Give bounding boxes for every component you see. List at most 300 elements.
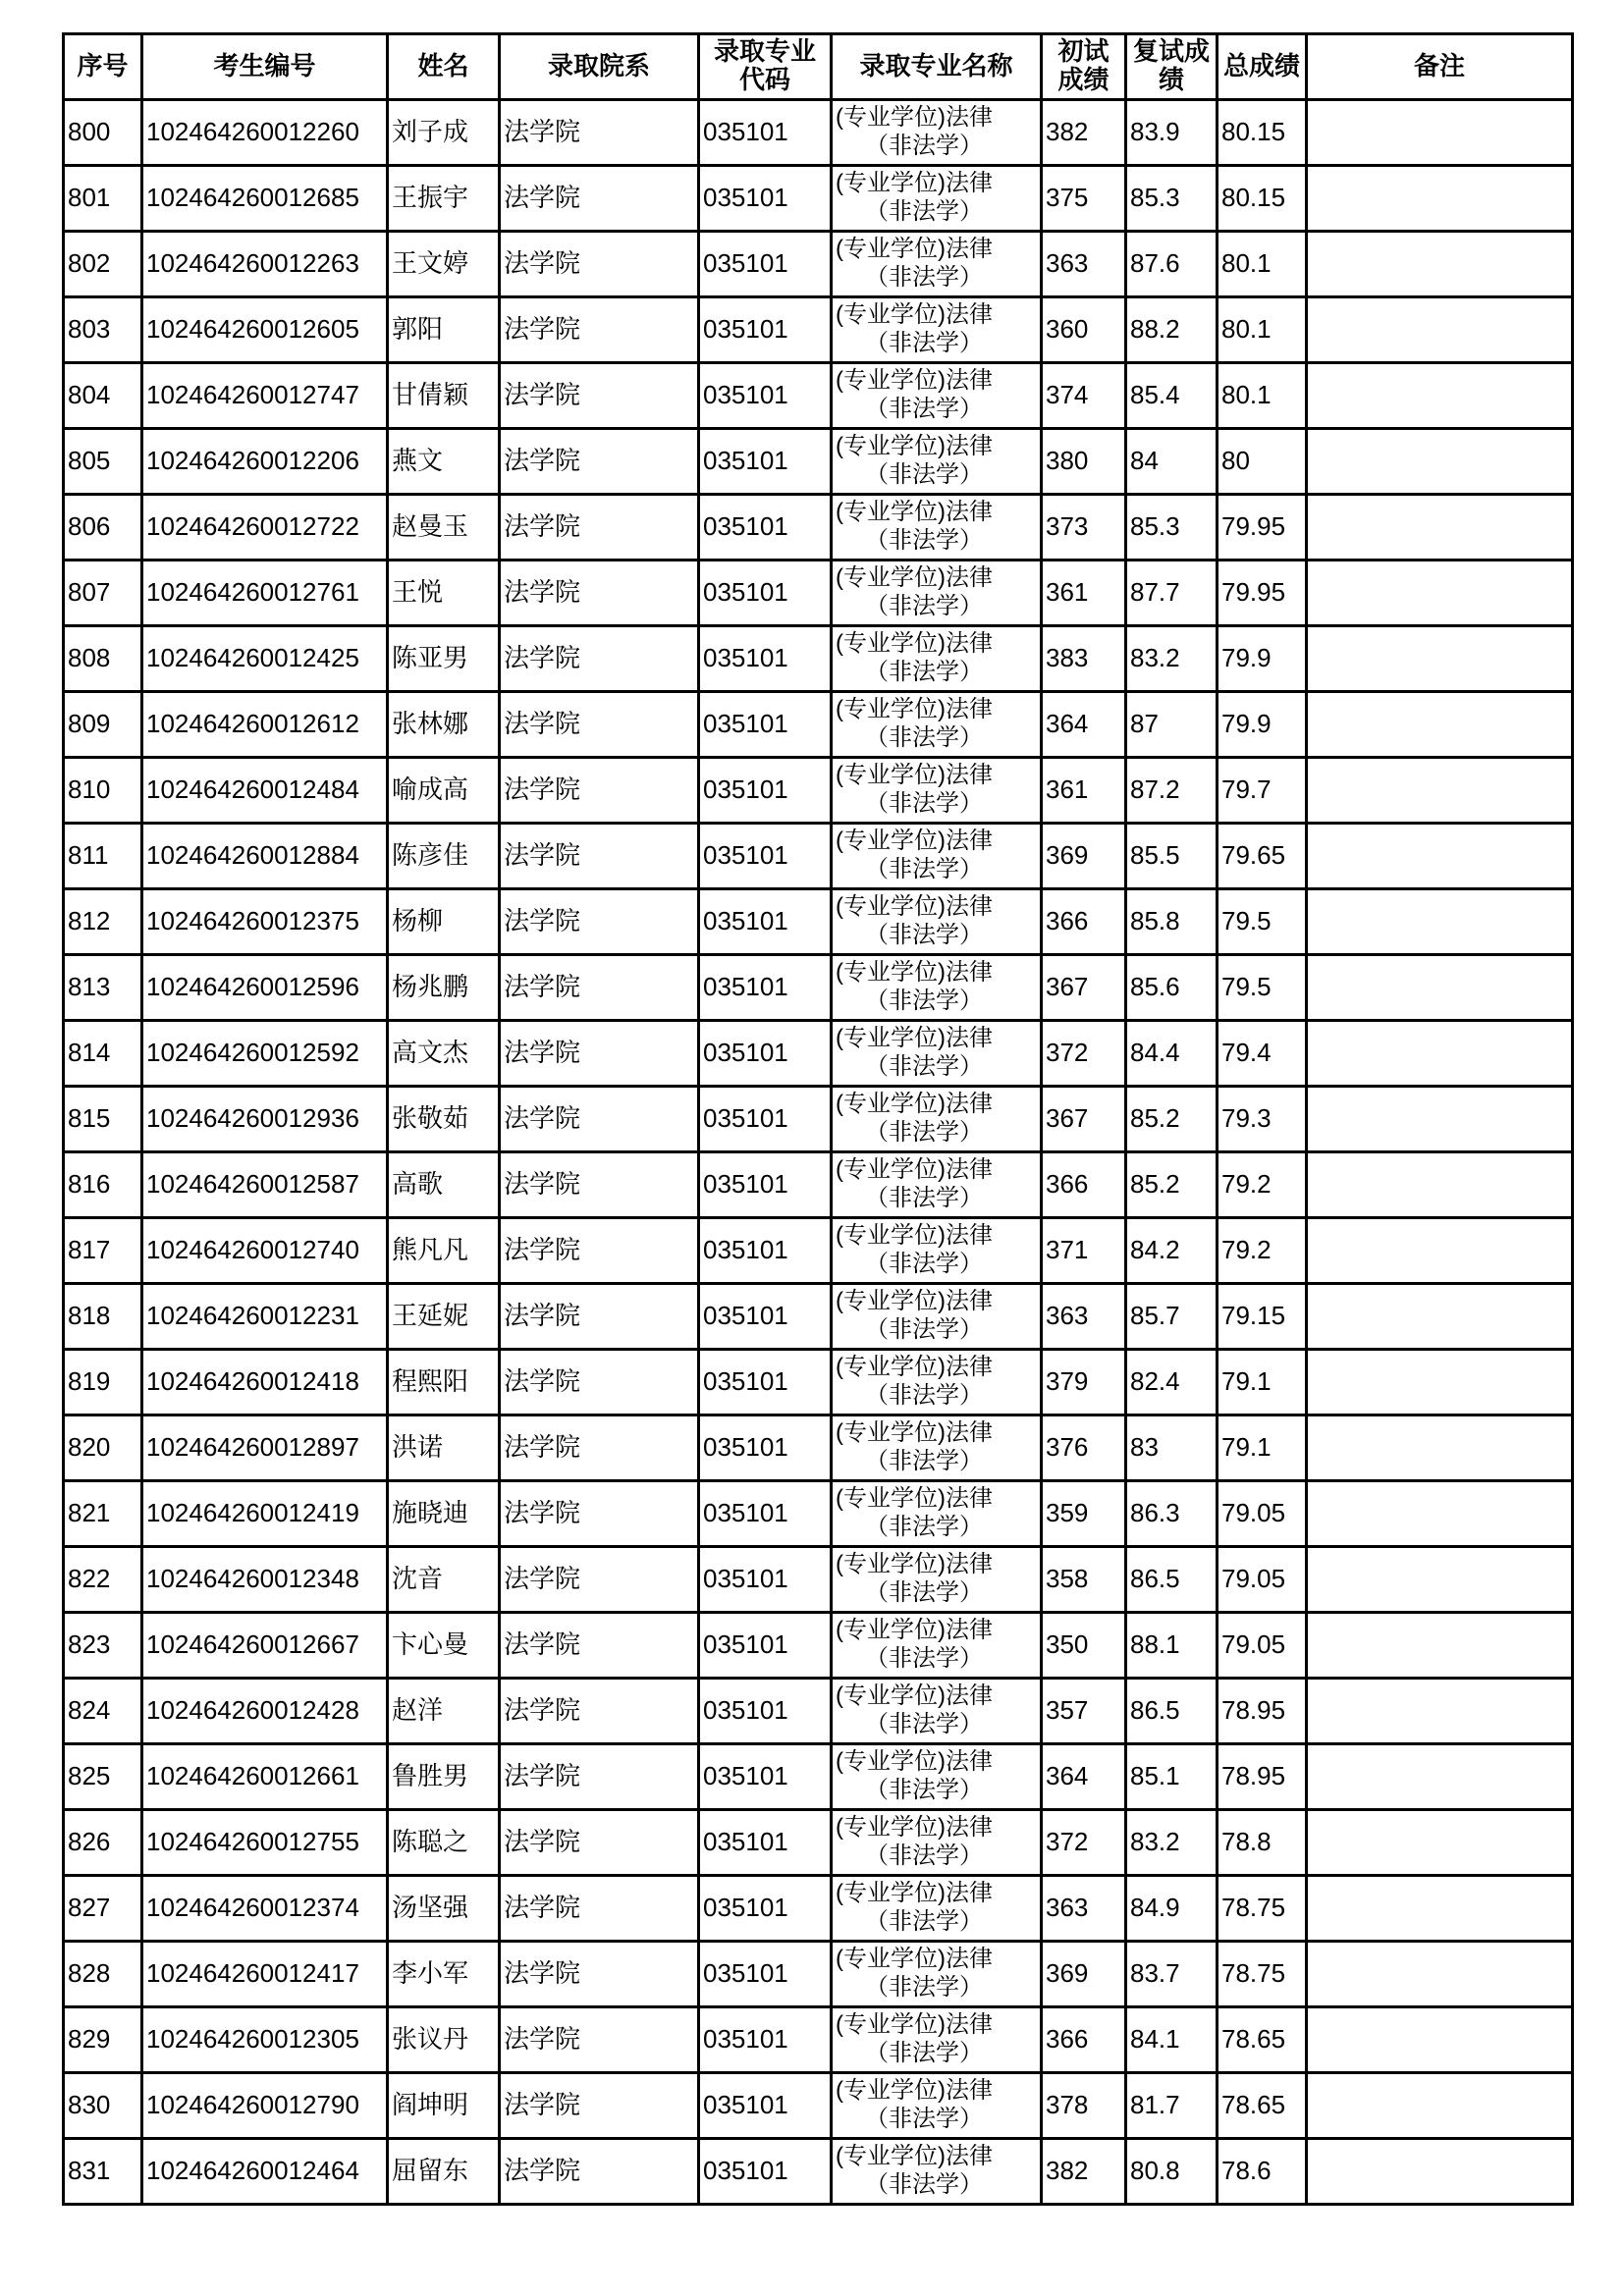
cell-department: 法学院: [500, 1679, 699, 1744]
cell-major-code: 035101: [699, 363, 832, 429]
table-row: [64, 2007, 1573, 2073]
major-name-line2: （非法学）: [865, 1185, 983, 1211]
cell-name: 阎坤明: [388, 2073, 500, 2139]
cell-candidate-id: 102464260012612: [142, 692, 388, 758]
table-row: [64, 1415, 1573, 1481]
cell-prelim-score: 383: [1042, 626, 1126, 692]
cell-name: 陈彦佳: [388, 824, 500, 889]
header-seq: 序号: [64, 34, 142, 100]
table-row: [64, 1942, 1573, 2007]
cell-remarks: [1307, 1942, 1573, 2007]
cell-retest-score: 86.5: [1126, 1547, 1218, 1613]
table-row: [64, 1021, 1573, 1087]
cell-seq: 817: [64, 1218, 142, 1284]
cell-candidate-id: 102464260012231: [142, 1284, 388, 1350]
cell-remarks: [1307, 297, 1573, 363]
cell-remarks: [1307, 1415, 1573, 1481]
cell-department: 法学院: [500, 232, 699, 297]
major-name-line2: （非法学）: [865, 593, 983, 619]
cell-department: 法学院: [500, 429, 699, 495]
cell-department: 法学院: [500, 100, 699, 166]
cell-retest-score: 87.7: [1126, 561, 1218, 626]
cell-total-score: 78.75: [1218, 1942, 1307, 2007]
cell-remarks: [1307, 429, 1573, 495]
cell-major-name: [832, 626, 1042, 692]
cell-retest-score: 80.8: [1126, 2139, 1218, 2205]
cell-remarks: [1307, 232, 1573, 297]
cell-department: 法学院: [500, 1021, 699, 1087]
cell-prelim-score: 359: [1042, 1481, 1126, 1547]
cell-major-name: [832, 2007, 1042, 2073]
cell-total-score: 79.95: [1218, 495, 1307, 561]
table-row: [64, 758, 1573, 824]
cell-prelim-score: 361: [1042, 561, 1126, 626]
cell-department: 法学院: [500, 1152, 699, 1218]
header-department: 录取院系: [500, 34, 699, 100]
major-name-line2: （非法学）: [865, 133, 983, 159]
cell-candidate-id: 102464260012263: [142, 232, 388, 297]
cell-name: 施晓迪: [388, 1481, 500, 1547]
major-name-line1: (专业学位)法律: [836, 828, 993, 855]
cell-retest-score: 84.1: [1126, 2007, 1218, 2073]
cell-prelim-score: 366: [1042, 2007, 1126, 2073]
cell-seq: 803: [64, 297, 142, 363]
cell-seq: 823: [64, 1613, 142, 1679]
major-name-line2: （非法学）: [865, 1119, 983, 1146]
cell-major-code: 035101: [699, 1021, 832, 1087]
cell-remarks: [1307, 1021, 1573, 1087]
major-name-line1: (专业学位)法律: [836, 564, 993, 592]
cell-candidate-id: 102464260012747: [142, 363, 388, 429]
major-name-line1: (专业学位)法律: [836, 236, 993, 263]
cell-name: 杨兆鹏: [388, 955, 500, 1021]
cell-seq: 815: [64, 1087, 142, 1152]
cell-major-code: 035101: [699, 1284, 832, 1350]
cell-major-code: 035101: [699, 166, 832, 232]
table-row: [64, 495, 1573, 561]
cell-prelim-score: 375: [1042, 166, 1126, 232]
cell-total-score: 80.1: [1218, 363, 1307, 429]
cell-candidate-id: 102464260012755: [142, 1810, 388, 1876]
cell-seq: 828: [64, 1942, 142, 2007]
cell-candidate-id: 102464260012206: [142, 429, 388, 495]
cell-candidate-id: 102464260012740: [142, 1218, 388, 1284]
cell-major-name: [832, 1810, 1042, 1876]
cell-retest-score: 88.2: [1126, 297, 1218, 363]
cell-seq: 824: [64, 1679, 142, 1744]
major-name-line1: (专业学位)法律: [836, 1946, 993, 1973]
cell-name: 李小军: [388, 1942, 500, 2007]
cell-prelim-score: 378: [1042, 2073, 1126, 2139]
cell-major-name: [832, 232, 1042, 297]
major-name-line2: （非法学）: [865, 330, 983, 356]
cell-major-name: [832, 1613, 1042, 1679]
cell-major-code: 035101: [699, 1679, 832, 1744]
table-row: [64, 824, 1573, 889]
cell-prelim-score: 361: [1042, 758, 1126, 824]
cell-major-name: [832, 758, 1042, 824]
table-row: [64, 1152, 1573, 1218]
cell-name: 程熙阳: [388, 1350, 500, 1415]
table-row: [64, 232, 1573, 297]
cell-department: 法学院: [500, 166, 699, 232]
cell-name: 王振宇: [388, 166, 500, 232]
table-row: [64, 1481, 1573, 1547]
cell-major-code: 035101: [699, 1350, 832, 1415]
cell-retest-score: 88.1: [1126, 1613, 1218, 1679]
cell-department: 法学院: [500, 1613, 699, 1679]
table-row: [64, 1679, 1573, 1744]
cell-retest-score: 85.2: [1126, 1087, 1218, 1152]
cell-prelim-score: 363: [1042, 1876, 1126, 1942]
cell-major-name: [832, 1415, 1042, 1481]
cell-remarks: [1307, 1810, 1573, 1876]
cell-total-score: 79.5: [1218, 955, 1307, 1021]
cell-retest-score: 83.7: [1126, 1942, 1218, 2007]
major-name-line2: （非法学）: [865, 527, 983, 554]
major-name-line2: （非法学）: [865, 1842, 983, 1869]
cell-department: 法学院: [500, 1876, 699, 1942]
cell-total-score: 79.1: [1218, 1415, 1307, 1481]
major-name-line2: （非法学）: [865, 2106, 983, 2132]
major-name-line1: (专业学位)法律: [836, 1814, 993, 1842]
major-name-line2: （非法学）: [865, 2171, 983, 2198]
cell-name: 张敬茹: [388, 1087, 500, 1152]
major-name-line1: (专业学位)法律: [836, 1419, 993, 1447]
cell-retest-score: 85.3: [1126, 166, 1218, 232]
major-name-line1: (专业学位)法律: [836, 1091, 993, 1118]
major-name-line2: （非法学）: [865, 461, 983, 488]
cell-seq: 829: [64, 2007, 142, 2073]
cell-major-code: 035101: [699, 692, 832, 758]
cell-major-name: [832, 1942, 1042, 2007]
cell-candidate-id: 102464260012661: [142, 1744, 388, 1810]
cell-remarks: [1307, 1547, 1573, 1613]
major-name-line1: (专业学位)法律: [836, 893, 993, 921]
table-row: [64, 1547, 1573, 1613]
cell-prelim-score: 360: [1042, 297, 1126, 363]
cell-candidate-id: 102464260012428: [142, 1679, 388, 1744]
cell-candidate-id: 102464260012419: [142, 1481, 388, 1547]
cell-total-score: 78.75: [1218, 1876, 1307, 1942]
cell-name: 刘子成: [388, 100, 500, 166]
cell-remarks: [1307, 2007, 1573, 2073]
cell-name: 鲁胜男: [388, 1744, 500, 1810]
cell-major-name: [832, 824, 1042, 889]
cell-retest-score: 84.2: [1126, 1218, 1218, 1284]
cell-seq: 822: [64, 1547, 142, 1613]
cell-name: 洪诺: [388, 1415, 500, 1481]
cell-remarks: [1307, 1613, 1573, 1679]
major-name-line1: (专业学位)法律: [836, 1551, 993, 1578]
cell-remarks: [1307, 100, 1573, 166]
cell-department: 法学院: [500, 561, 699, 626]
major-name-line2: （非法学）: [865, 396, 983, 422]
cell-name: 卞心曼: [388, 1613, 500, 1679]
cell-total-score: 79.05: [1218, 1547, 1307, 1613]
major-name-line1: (专业学位)法律: [836, 104, 993, 132]
major-name-line1: (专业学位)法律: [836, 1222, 993, 1250]
cell-major-code: 035101: [699, 297, 832, 363]
cell-prelim-score: 364: [1042, 1744, 1126, 1810]
table-row: [64, 692, 1573, 758]
table-row: [64, 1284, 1573, 1350]
cell-remarks: [1307, 1350, 1573, 1415]
cell-name: 屈留东: [388, 2139, 500, 2205]
cell-department: 法学院: [500, 758, 699, 824]
cell-candidate-id: 102464260012305: [142, 2007, 388, 2073]
cell-major-code: 035101: [699, 1087, 832, 1152]
cell-prelim-score: 379: [1042, 1350, 1126, 1415]
cell-major-code: 035101: [699, 626, 832, 692]
cell-name: 喻成高: [388, 758, 500, 824]
cell-major-name: [832, 100, 1042, 166]
cell-major-name: [832, 429, 1042, 495]
table-row: [64, 561, 1573, 626]
cell-prelim-score: 363: [1042, 1284, 1126, 1350]
cell-seq: 802: [64, 232, 142, 297]
cell-candidate-id: 102464260012375: [142, 889, 388, 955]
cell-candidate-id: 102464260012605: [142, 297, 388, 363]
cell-seq: 806: [64, 495, 142, 561]
cell-major-code: 035101: [699, 1613, 832, 1679]
cell-major-code: 035101: [699, 2073, 832, 2139]
cell-retest-score: 85.6: [1126, 955, 1218, 1021]
major-name-line1: (专业学位)法律: [836, 1025, 993, 1052]
major-name-line1: (专业学位)法律: [836, 367, 993, 395]
cell-retest-score: 83.9: [1126, 100, 1218, 166]
cell-candidate-id: 102464260012884: [142, 824, 388, 889]
cell-seq: 827: [64, 1876, 142, 1942]
table-row: [64, 100, 1573, 166]
major-name-line2: （非法学）: [865, 1777, 983, 1803]
cell-prelim-score: 369: [1042, 824, 1126, 889]
cell-name: 赵曼玉: [388, 495, 500, 561]
cell-major-name: [832, 1350, 1042, 1415]
major-name-line1: (专业学位)法律: [836, 170, 993, 197]
cell-retest-score: 87.6: [1126, 232, 1218, 297]
cell-candidate-id: 102464260012260: [142, 100, 388, 166]
cell-major-name: [832, 889, 1042, 955]
table-row: [64, 166, 1573, 232]
table-row: [64, 889, 1573, 955]
cell-candidate-id: 102464260012417: [142, 1942, 388, 2007]
major-name-line2: （非法学）: [865, 1908, 983, 1935]
cell-seq: 808: [64, 626, 142, 692]
cell-major-name: [832, 1481, 1042, 1547]
cell-retest-score: 85.4: [1126, 363, 1218, 429]
cell-remarks: [1307, 1876, 1573, 1942]
cell-total-score: 79.9: [1218, 626, 1307, 692]
cell-department: 法学院: [500, 626, 699, 692]
table-row: [64, 1810, 1573, 1876]
cell-department: 法学院: [500, 889, 699, 955]
cell-total-score: 79.3: [1218, 1087, 1307, 1152]
cell-remarks: [1307, 955, 1573, 1021]
major-name-line2: （非法学）: [865, 1711, 983, 1737]
cell-remarks: [1307, 495, 1573, 561]
cell-total-score: 80: [1218, 429, 1307, 495]
cell-major-name: [832, 2139, 1042, 2205]
cell-prelim-score: 369: [1042, 1942, 1126, 2007]
cell-retest-score: 85.1: [1126, 1744, 1218, 1810]
cell-retest-score: 85.7: [1126, 1284, 1218, 1350]
cell-name: 王文婷: [388, 232, 500, 297]
cell-total-score: 79.95: [1218, 561, 1307, 626]
cell-total-score: 78.65: [1218, 2007, 1307, 2073]
cell-department: 法学院: [500, 2139, 699, 2205]
cell-retest-score: 84.4: [1126, 1021, 1218, 1087]
major-name-line1: (专业学位)法律: [836, 1880, 993, 1907]
cell-remarks: [1307, 889, 1573, 955]
major-name-line2: （非法学）: [865, 1251, 983, 1277]
cell-retest-score: 85.2: [1126, 1152, 1218, 1218]
cell-candidate-id: 102464260012587: [142, 1152, 388, 1218]
cell-remarks: [1307, 363, 1573, 429]
cell-seq: 818: [64, 1284, 142, 1350]
cell-remarks: [1307, 1218, 1573, 1284]
table-row: [64, 955, 1573, 1021]
cell-name: 王悦: [388, 561, 500, 626]
cell-remarks: [1307, 1284, 1573, 1350]
major-name-line2: （非法学）: [865, 1448, 983, 1474]
cell-retest-score: 84.9: [1126, 1876, 1218, 1942]
cell-major-name: [832, 955, 1042, 1021]
major-name-line2: （非法学）: [865, 1382, 983, 1409]
cell-prelim-score: 373: [1042, 495, 1126, 561]
cell-seq: 810: [64, 758, 142, 824]
cell-remarks: [1307, 626, 1573, 692]
cell-total-score: 78.6: [1218, 2139, 1307, 2205]
major-name-line1: (专业学位)法律: [836, 301, 993, 329]
header-retest-score: 复试成绩: [1126, 34, 1218, 100]
cell-seq: 809: [64, 692, 142, 758]
major-name-line1: (专业学位)法律: [836, 1156, 993, 1184]
cell-total-score: 79.2: [1218, 1218, 1307, 1284]
cell-major-code: 035101: [699, 561, 832, 626]
major-name-line2: （非法学）: [865, 1053, 983, 1080]
cell-total-score: 80.1: [1218, 297, 1307, 363]
cell-major-code: 035101: [699, 824, 832, 889]
cell-prelim-score: 367: [1042, 1087, 1126, 1152]
cell-candidate-id: 102464260012374: [142, 1876, 388, 1942]
major-name-line1: (专业学位)法律: [836, 762, 993, 789]
cell-total-score: 79.2: [1218, 1152, 1307, 1218]
major-name-line2: （非法学）: [865, 1579, 983, 1606]
cell-seq: 816: [64, 1152, 142, 1218]
cell-major-name: [832, 1218, 1042, 1284]
cell-prelim-score: 371: [1042, 1218, 1126, 1284]
header-major-code: 录取专业代码: [699, 34, 832, 100]
header-prelim-score: 初试成绩: [1042, 34, 1126, 100]
cell-major-name: [832, 1876, 1042, 1942]
cell-remarks: [1307, 1744, 1573, 1810]
cell-retest-score: 85.8: [1126, 889, 1218, 955]
cell-prelim-score: 350: [1042, 1613, 1126, 1679]
cell-major-name: [832, 166, 1042, 232]
cell-prelim-score: 376: [1042, 1415, 1126, 1481]
cell-name: 杨柳: [388, 889, 500, 955]
cell-seq: 801: [64, 166, 142, 232]
cell-department: 法学院: [500, 824, 699, 889]
major-name-line1: (专业学位)法律: [836, 959, 993, 987]
table-row: [64, 2139, 1573, 2205]
cell-candidate-id: 102464260012592: [142, 1021, 388, 1087]
table-row: [64, 1218, 1573, 1284]
cell-major-name: [832, 1087, 1042, 1152]
table-row: [64, 1350, 1573, 1415]
cell-major-code: 035101: [699, 1415, 832, 1481]
cell-seq: 825: [64, 1744, 142, 1810]
cell-name: 汤坚强: [388, 1876, 500, 1942]
cell-prelim-score: 372: [1042, 1810, 1126, 1876]
major-name-line2: （非法学）: [865, 988, 983, 1014]
cell-name: 燕文: [388, 429, 500, 495]
cell-retest-score: 87.2: [1126, 758, 1218, 824]
cell-prelim-score: 382: [1042, 2139, 1126, 2205]
cell-candidate-id: 102464260012348: [142, 1547, 388, 1613]
major-name-line1: (专业学位)法律: [836, 1617, 993, 1644]
table-row: [64, 626, 1573, 692]
cell-name: 王延妮: [388, 1284, 500, 1350]
cell-retest-score: 86.5: [1126, 1679, 1218, 1744]
cell-major-name: [832, 1152, 1042, 1218]
cell-candidate-id: 102464260012425: [142, 626, 388, 692]
cell-remarks: [1307, 1481, 1573, 1547]
cell-prelim-score: 380: [1042, 429, 1126, 495]
cell-retest-score: 81.7: [1126, 2073, 1218, 2139]
cell-major-code: 035101: [699, 1744, 832, 1810]
major-name-line2: （非法学）: [865, 724, 983, 751]
cell-major-name: [832, 692, 1042, 758]
cell-major-code: 035101: [699, 100, 832, 166]
major-name-line1: (专业学位)法律: [836, 499, 993, 526]
cell-major-name: [832, 495, 1042, 561]
cell-major-name: [832, 1021, 1042, 1087]
cell-name: 陈亚男: [388, 626, 500, 692]
major-name-line2: （非法学）: [865, 922, 983, 948]
cell-department: 法学院: [500, 1547, 699, 1613]
major-name-line1: (专业学位)法律: [836, 1682, 993, 1710]
cell-major-code: 035101: [699, 758, 832, 824]
cell-total-score: 79.7: [1218, 758, 1307, 824]
cell-seq: 814: [64, 1021, 142, 1087]
cell-prelim-score: 357: [1042, 1679, 1126, 1744]
cell-remarks: [1307, 2139, 1573, 2205]
cell-name: 沈音: [388, 1547, 500, 1613]
cell-major-code: 035101: [699, 2007, 832, 2073]
cell-department: 法学院: [500, 1481, 699, 1547]
cell-major-code: 035101: [699, 1810, 832, 1876]
cell-total-score: 79.1: [1218, 1350, 1307, 1415]
major-name-line1: (专业学位)法律: [836, 696, 993, 723]
table-row: [64, 1613, 1573, 1679]
table-row: [64, 363, 1573, 429]
cell-name: 张议丹: [388, 2007, 500, 2073]
header-name: 姓名: [388, 34, 500, 100]
cell-name: 陈聪之: [388, 1810, 500, 1876]
cell-department: 法学院: [500, 1218, 699, 1284]
major-name-line2: （非法学）: [865, 2040, 983, 2066]
cell-major-code: 035101: [699, 1942, 832, 2007]
cell-candidate-id: 102464260012464: [142, 2139, 388, 2205]
cell-department: 法学院: [500, 1810, 699, 1876]
cell-total-score: 80.15: [1218, 100, 1307, 166]
major-name-line1: (专业学位)法律: [836, 630, 993, 658]
admission-table: [62, 32, 1574, 2206]
cell-department: 法学院: [500, 955, 699, 1021]
cell-total-score: 80.1: [1218, 232, 1307, 297]
